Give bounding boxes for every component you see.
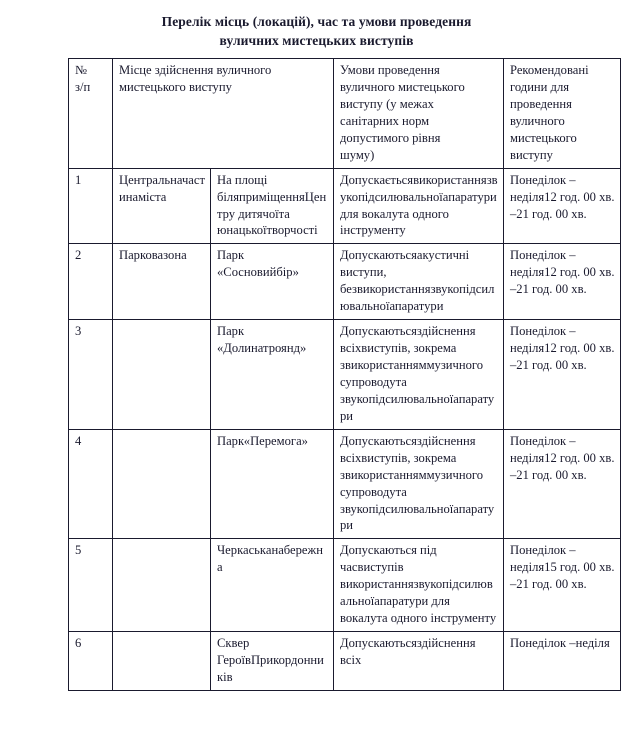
header-cell-place: Місце здійснення вуличного мистецького виступу bbox=[113, 59, 334, 169]
cell-row-number: 2 bbox=[69, 244, 113, 320]
table-body bbox=[69, 59, 621, 691]
cell-conditions: Допускаютьсяздійснення всіхвиступів, зокрема звикористанняммузичного супроводута звукопідсилювальноїапаратури bbox=[334, 320, 504, 430]
table-row bbox=[69, 429, 621, 539]
table-header-row bbox=[69, 59, 621, 169]
cell-conditions: Допускаютьсяакустичні виступи, безвикористаннязвукопідсилювальноїапаратури bbox=[334, 244, 504, 320]
cell-row-number: 6 bbox=[69, 632, 113, 691]
cell-zone: Центральначастинаміста bbox=[113, 168, 211, 244]
cell-conditions: Допускаєтьсявикористаннязвукопідсилювальноїапаратури для вокалута одного інструменту bbox=[334, 168, 504, 244]
table-row bbox=[69, 168, 621, 244]
cell-zone bbox=[113, 429, 211, 539]
locations-table-wrapper bbox=[68, 58, 620, 691]
cell-location: Парк «Сосновийбір» bbox=[211, 244, 334, 320]
cell-conditions: Допускаютьсяздійснення всіхвиступів, зокрема звикористанняммузичного супроводута звукопідсилювальноїапаратури bbox=[334, 429, 504, 539]
page-title-line-2: вуличних мистецьких виступів bbox=[219, 33, 414, 49]
table-row bbox=[69, 320, 621, 430]
page-title bbox=[0, 0, 633, 50]
cell-row-number: 3 bbox=[69, 320, 113, 430]
cell-zone: Парковазона bbox=[113, 244, 211, 320]
cell-row-number: 1 bbox=[69, 168, 113, 244]
cell-location: На площі біляприміщенняЦентру дитячоїта юнацькоїтворчості bbox=[211, 168, 334, 244]
page-title-line-1: Перелік місць (локацій), час та умови проведення bbox=[161, 14, 472, 29]
cell-location: Парк«Перемога» bbox=[211, 429, 334, 539]
header-cell-hours: Рекомендовані години для проведення вуличного мистецького виступу bbox=[504, 59, 621, 169]
table-row bbox=[69, 632, 621, 691]
cell-conditions: Допускаються під часвиступів використаннязвукопідсилювальноїапаратури для вокалута одного інструменту bbox=[334, 539, 504, 632]
cell-zone bbox=[113, 632, 211, 691]
cell-hours: Понеділок –неділя12 год. 00 хв. –21 год. 00 хв. bbox=[504, 320, 621, 430]
cell-hours: Понеділок –неділя12 год. 00 хв. –21 год. 00 хв. bbox=[504, 244, 621, 320]
cell-row-number: 5 bbox=[69, 539, 113, 632]
table-row bbox=[69, 244, 621, 320]
cell-zone bbox=[113, 320, 211, 430]
cell-zone bbox=[113, 539, 211, 632]
cell-location: Парк «Долинатроянд» bbox=[211, 320, 334, 430]
table-row bbox=[69, 539, 621, 632]
cell-hours: Понеділок –неділя12 год. 00 хв. –21 год. 00 хв. bbox=[504, 429, 621, 539]
cell-hours: Понеділок –неділя15 год. 00 хв. –21 год. 00 хв. bbox=[504, 539, 621, 632]
locations-table bbox=[68, 58, 621, 691]
header-cell-number: № з/п bbox=[69, 59, 113, 169]
cell-hours: Понеділок –неділя bbox=[504, 632, 621, 691]
cell-location: Сквер ГероївПрикордонників bbox=[211, 632, 334, 691]
cell-hours: Понеділок –неділя12 год. 00 хв. –21 год. 00 хв. bbox=[504, 168, 621, 244]
header-cell-conditions: Умови проведення вуличного мистецького виступу (у межах санітарних норм допустимого рівня шуму) bbox=[334, 59, 504, 169]
cell-row-number: 4 bbox=[69, 429, 113, 539]
cell-location: Черкаськанабережна bbox=[211, 539, 334, 632]
cell-conditions: Допускаютьсяздійснення всіх bbox=[334, 632, 504, 691]
